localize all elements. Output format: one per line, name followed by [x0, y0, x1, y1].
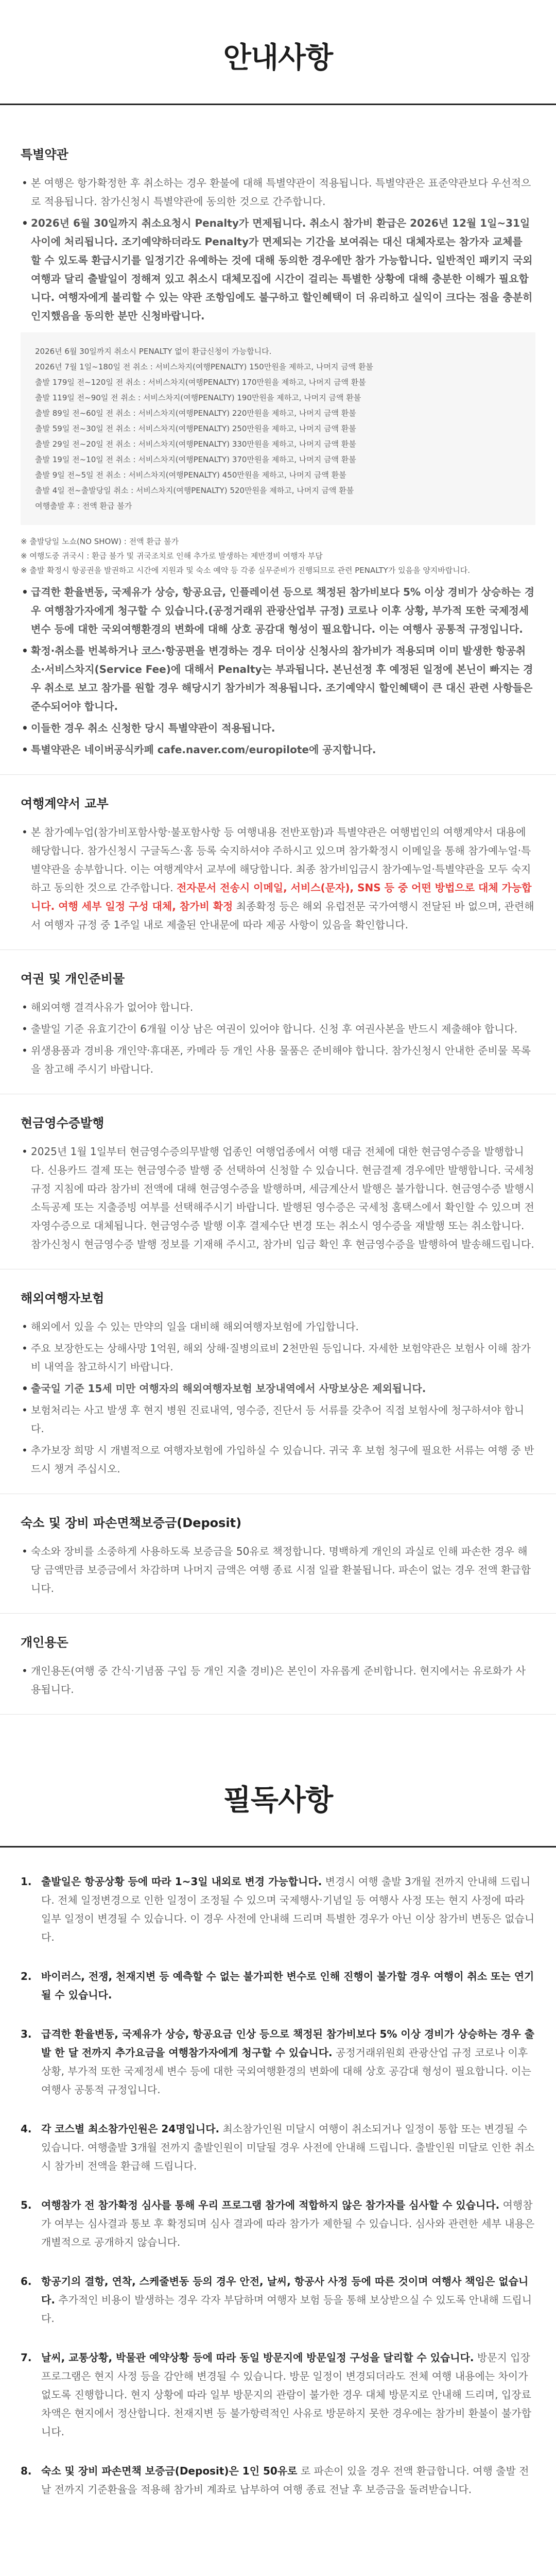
item-text: 최소참가인원 미달시 여행이 취소되거나 일정이 통합 또는 변경될 수 있습니다. 여행출발 3개월 전까지 출발인원이 미달될 경우 사전에 안내해 드립니다. 출발인원 미달로 인한 취소시 참가비 전액을 환급해 드립니다. — [41, 2123, 535, 2173]
insurance-section — [0, 1269, 556, 1494]
item-bold: 각 코스별 최소참가인원은 24명입니다. — [41, 2123, 220, 2136]
schedule-line: 출발 89일 전~60일 전 취소 : 서비스차지(여행PENALTY) 220만원을 제하고, 나머지 금액 환불 — [35, 409, 356, 418]
insurance-item: • 보험처리는 사고 발생 후 현지 병원 진료내역, 영수증, 진단서 등 서류를 갖추어 직접 보험사에 청구하셔야 합니다. — [21, 1401, 535, 1438]
note-line: ※ 여행도중 귀국시 : 환급 불가 및 귀국조치로 인해 추가로 발생하는 제반경비 여행자 부담 — [21, 551, 323, 561]
passport-heading: 여권 및 개인준비물 — [21, 972, 125, 987]
contract-item — [21, 823, 535, 934]
item-number: 7. — [21, 2351, 32, 2364]
must-read-divider — [0, 1846, 556, 1848]
special-terms-p2: • 2026년 6월 30일까지 취소요청시 Penalty가 면제됩니다. 취소시 참가비 환급은 2026년 12월 1일~31일 사이에 처리됩니다. 조기예약하더라도 Penalty가 면제되는 기간을 보여줘는 대신 대체자로는 참가자 교체를 할 수 있도록 환급시기를 일정기간 유예하는 것에 대해 동의한 경우에만 참가 가능합니다. 일반적인 패키지 국외여행과 달리 출발일이 정해져 있고 취소시 대체모집에 시간이 걸리는 특별한 상황에 대해 충분한 이해가 필요합니다. 여행자에게 불리할 수 있는 약관 조항임에도 불구하고 할인혜택이 더 유리하고 실익이 크다는 점을 충분히 인지했음을 동의한 분만 신청바랍니다. — [21, 214, 535, 325]
special-terms-item: • 확정·취소를 번복하거나 코스·항공편을 변경하는 경우 더이상 신청사의 참가비가 적용되며 이미 발생한 항공취소·서비스차지(Service Fee)에 대해서 Penalty는 부과됩니다. 본닌선정 후 예정된 일정에 본닌이 빠지는 경우 취소로 보고 참가를 원할 경우 해당시기 참가비가 적용됩니다. 조기예약시 할인혜택이 큰 대신 관련 사항들은 준수되어야 합니다. — [21, 641, 535, 716]
insurance-item: • 출국일 기준 15세 미만 여행자의 해외여행자보험 보장내역에서 사망보상은 제외됩니다. — [21, 1379, 535, 1398]
note-line: ※ 출발당일 노쇼(NO SHOW) : 전액 환급 불가 — [21, 537, 179, 547]
schedule-line: 출발 4일 전~출발당일 취소 : 서비스차지(여행PENALTY) 520만원을 제하고, 나머지 금액 환불 — [35, 486, 354, 496]
passport-item: • 출발일 기준 유효기간이 6개월 이상 남은 여권이 있어야 합니다. 신청 후 여권사본을 반드시 제출해야 합니다. — [21, 1020, 535, 1038]
must-read-item — [21, 2272, 535, 2328]
schedule-line: 2026년 6월 30일까지 취소시 PENALTY 없이 환급신청이 가능합니다. — [35, 347, 272, 357]
insurance-list — [21, 1317, 535, 1478]
item-number: 2. — [21, 1970, 32, 1983]
must-read-list — [0, 1868, 556, 2499]
item-bold: 날씨, 교통상황, 박물관 예약상황 등에 따라 동일 방문지에 방문일정 구성을 달리할 수 있습니다. — [41, 2351, 474, 2364]
contract-heading: 여행계약서 교부 — [21, 796, 109, 811]
item-text: 로 파손이 있을 경우 전액 환급합니다. 여행 출발 전날 전까지 기준환율을 적용해 참가비 계좌로 납부하여 여행 종료 전날 후 보증금을 돌려받습니다. — [41, 2465, 529, 2496]
item-number: 1. — [21, 1875, 32, 1888]
must-read-item — [21, 2196, 535, 2251]
item-text: 변경시 여행 출발 3개월 전까지 안내해 드립니다. 전체 일정변경으로 인한 일정이 조정될 수 있으며 국제행사·기념일 등 여행사 사정 또는 현지 사정에 따라 일부 일정이 변경될 수 있습니다. 이 경우 사전에 안내해 드리며 특별한 경우가 아닌 이상 참가비 변동은 없습니다. — [41, 1875, 535, 1944]
must-read-title: 필독사항 — [223, 1783, 333, 1817]
item-number: 6. — [21, 2275, 32, 2288]
item-number: 3. — [21, 2028, 32, 2041]
special-terms-item: • 특별약관은 네이버공식카페 cafe.naver.com/europilote에 공지합니다. — [21, 740, 535, 759]
item-text: 여행참가 여부는 심사결과 통보 후 확정되며 심사 결과에 따라 참가가 제한될 수 있습니다. 심사와 관련한 세부 내용은 개별적으로 공개하지 않습니다. — [41, 2199, 535, 2249]
contract-p2: 전자문서 전송시 이메일, 서비스(문자), SNS 등 중 어떤 방법으로 대체 가능합니다. 여행 세부 일정 구성 대체, 참가비 확정 — [31, 882, 532, 913]
insurance-heading: 해외여행자보험 — [21, 1291, 105, 1306]
guide-title: 안내사항 — [223, 41, 333, 75]
item-bold: 항공기의 결항, 연착, 스케줄변동 등의 경우 안전, 날씨, 항공사 사정 등에 따른 것이며 여행사 책임은 없습니다. — [41, 2275, 529, 2307]
contract-list — [21, 823, 535, 934]
passport-item: • 해외여행 결격사유가 없어야 합니다. — [21, 998, 535, 1016]
page — [0, 20, 556, 2576]
insurance-item: • 해외에서 있을 수 있는 만약의 일을 대비해 해외여행자보험에 가입합니다. — [21, 1317, 535, 1336]
passport-list — [21, 998, 535, 1078]
special-terms-item: • 급격한 환율변동, 국제유가 상승, 항공요금, 인플레이션 등으로 책정된 참가비보다 5% 이상 경비가 상승하는 경우 여행참가자에게 청구할 수 있습니다.(공정거래위 관광산업부 규정) 코로나 이후 상황, 부가적 또한 국제정세 변수 등에 대한 국외여행환경의 변화에 대해 상호 공감대 형성이 필요합니다. 이는 여행사 공통적 규정입니다. — [21, 583, 535, 638]
allowance-list — [21, 1662, 535, 1699]
allowance-item: • 개인용돈(여행 중 간식·기념품 구입 등 개인 지출 경비)은 본인이 자유롭게 준비합니다. 현지에서는 유로화가 사용됩니다. — [21, 1662, 535, 1699]
item-bold: 바이러스, 전쟁, 천재지변 등 예측할 수 없는 불가피한 변수로 인해 진행이 불가할 경우 여행이 취소 또는 연기될 수 있습니다. — [41, 1970, 534, 2002]
special-terms-section — [0, 126, 556, 775]
receipt-heading: 현금영수증발행 — [21, 1116, 105, 1131]
must-read-item — [21, 2025, 535, 2099]
schedule-line: 출발 59일 전~30일 전 취소 : 서비스차지(여행PENALTY) 250만원을 제하고, 나머지 금액 환불 — [35, 424, 356, 434]
special-terms-item: • 이들한 경우 취소 신청한 당시 특별약관이 적용됩니다. — [21, 719, 535, 737]
must-read-item — [21, 1872, 535, 1946]
must-read-item — [21, 2462, 535, 2499]
receipt-section — [0, 1094, 556, 1269]
insurance-item: • 추가보장 희망 시 개별적으로 여행자보험에 가입하실 수 있습니다. 귀국 후 보험 청구에 필요한 서류는 여행 중 반드시 챙겨 주십시오. — [21, 1441, 535, 1478]
must-read-item — [21, 1967, 535, 2004]
title-divider — [0, 104, 556, 105]
special-notes — [21, 534, 535, 578]
passport-item: • 위생용품과 경비용 개인약·휴대폰, 카메라 등 개인 사용 물품은 준비해야 합니다. 참가신청시 안내한 준비물 목록을 참고해 주시기 바랍니다. — [21, 1041, 535, 1078]
schedule-line: 출발 119일 전~90일 전 취소 : 서비스차지(여행PENALTY) 190만원을 제하고, 나머지 금액 환불 — [35, 393, 361, 403]
item-bold: 숙소 및 장비 파손면책 보증금(Deposit)은 1인 50유로 — [41, 2465, 298, 2478]
note-line: ※ 출발 확정시 항공권을 발권하고 시간에 지원과 및 숙소 예약 등 각종 실무준비가 진행되므로 관련 PENALTY가 있음을 양지바랍니다. — [21, 566, 471, 575]
item-bold: 급격한 환율변동, 국제유가 상승, 항공요금 인상 등으로 책정된 참가비보다 5% 이상 경비가 상승하는 경우 출발 한 달 전까지 추가요금을 여행참가자에게 청구할 수 있습니다. — [41, 2028, 535, 2059]
passport-section — [0, 950, 556, 1094]
item-number: 4. — [21, 2123, 32, 2136]
special-terms-list — [21, 583, 535, 759]
allowance-section — [0, 1614, 556, 1715]
deposit-heading: 숙소 및 장비 파손면책보증금(Deposit) — [21, 1516, 242, 1531]
contract-p3: 최종확정 등은 해외 유럽전문 국가여행시 전달된 바 없으며, 관련해서 여행자 규정 중 1주일 내로 제출된 안내문에 따라 제공 사항이 있음을 확인합니다. — [31, 900, 534, 931]
contract-section — [0, 775, 556, 950]
item-text: 공정거래위원회 관광산업 규정 코로나 이후 상황, 부가적 또한 국제정세 변수 등에 대한 국외여행환경의 변화에 대해 상호 공감대 형성이 필요합니다. 이는 여행사 공통적 규정입니다. — [41, 2046, 531, 2096]
item-text: 추가적인 비용이 발생하는 경우 각자 부담하며 여행자 보험 등을 통해 보상받으실 수 있도록 안내해 드립니다. — [41, 2294, 532, 2325]
special-terms-heading: 특별약관 — [21, 147, 68, 162]
schedule-line: 출발 179일 전~120일 전 취소 : 서비스차지(여행PENALTY) 170만원을 제하고, 나머지 금액 환불 — [35, 378, 366, 387]
schedule-line: 여행출발 후 : 전액 환급 불가 — [35, 501, 132, 511]
contract-p1: 본 참가예누업(참가비포함사항·불포함사항 등 여행내용 전반포함)과 특별약관은 여행법인의 여행계약서 대용에 해당합니다. 참가신청시 구글독스·홈 등록 숙지하셔야 주하시고 있으며 참가확정시 이메일을 통해 참가예누얼·특별약관을 송부합니다. 이는 여행계약서 교부에 해당합니다. 최종 참가비입금시 참가예누얼·특별약관을 모두 숙지하고 동의한 것으로 간주합니다. — [31, 826, 531, 894]
insurance-item: • 주요 보장한도는 상해사망 1억원, 해외 상해·질병의료비 2천만원 등입니다. 자세한 보험약관은 보험사 이해 참가비 내역을 참고하시기 바랍니다. — [21, 1339, 535, 1376]
allowance-heading: 개인용돈 — [21, 1635, 68, 1650]
special-terms-intro — [21, 174, 535, 325]
deposit-item: • 숙소와 장비를 소중하게 사용하도록 보증금을 50유로 책정합니다. 명백하게 개인의 과실로 인해 파손한 경우 해당 금액만큼 보증금에서 차감하며 나머지 금액은 여행 종료 시점 일괄 환불됩니다. 파손이 없는 경우 전액 환급합니다. — [21, 1542, 535, 1598]
receipt-item: • 2025년 1월 1일부터 현금영수증의무발행 업종인 여행업종에서 여행 대금 전체에 대한 현금영수증을 발행합니다. 신용카드 결제 또는 현금영수증 발행 중 선택하여 신청할 수 있습니다. 현금결제 경우에만 발행합니다. 국세청 규정 지침에 따라 참가비 전액에 대해 현금영수증을 발행하며, 세금계산서 발행은 불가합니다. 현금영수증 발행시 소득공제 또는 지출증빙 여부를 선택해주시기 바랍니다. 발행된 영수증은 국세청 홈택스에서 확인할 수 있으며 전자영수증으로 대체됩니다. 현금영수증 발행 이후 결제수단 변경 또는 취소시 영수증을 재발행 또는 취소합니다. 참가신청시 현금영수증 발행 정보를 기재해 주시고, 참가비 입금 확인 후 현금영수증을 발행하여 발송해드립니다. — [21, 1142, 535, 1253]
deposit-section — [0, 1494, 556, 1614]
schedule-line: 출발 9일 전~5일 전 취소 : 서비스차지(여행PENALTY) 450만원을 제하고, 나머지 금액 환불 — [35, 470, 346, 480]
item-number: 5. — [21, 2199, 32, 2212]
item-number: 8. — [21, 2465, 32, 2478]
item-text: 방문지 입장 프로그램은 현지 사정 등을 감안해 변경될 수 있습니다. 방문 일정이 변경되더라도 전체 여행 내용에는 차이가 없도록 진행합니다. 현지 상황에 따라 일부 방문지의 관람이 불가한 경우 대체 방문지로 안내해 드리며, 입장료 차액은 현지에서 정산합니다. 천재지변 등 불가항력적인 사유로 방문하지 못한 경우에는 참가비 환불이 불가합니다. — [41, 2351, 532, 2438]
penalty-schedule — [21, 332, 535, 525]
item-bold: 출발일은 항공상황 등에 따라 1~3일 내외로 변경 가능합니다. — [41, 1875, 322, 1888]
receipt-list — [21, 1142, 535, 1253]
must-read-item — [21, 2348, 535, 2441]
deposit-list — [21, 1542, 535, 1598]
must-read-item — [21, 2120, 535, 2175]
item-bold: 여행참가 전 참가확정 심사를 통해 우리 프로그램 참가에 적합하지 않은 참가자를 심사할 수 있습니다. — [41, 2199, 500, 2212]
special-terms-p1: • 본 여행은 항가확정한 후 취소하는 경우 환불에 대해 특별약관이 적용됩니다. 특별약관은 표준약관보다 우선적으로 적용됩니다. 참가신청시 특별약관에 동의한 것으로 간주합니다. — [21, 174, 535, 211]
schedule-line: 2026년 7월 1일~180일 전 취소 : 서비스차지(여행PENALTY) 150만원을 제하고, 나머지 금액 환불 — [35, 362, 373, 372]
schedule-line: 출발 29일 전~20일 전 취소 : 서비스차지(여행PENALTY) 330만원을 제하고, 나머지 금액 환불 — [35, 439, 356, 449]
schedule-line: 출발 19일 전~10일 전 취소 : 서비스차지(여행PENALTY) 370만원을 제하고, 나머지 금액 환불 — [35, 455, 356, 465]
